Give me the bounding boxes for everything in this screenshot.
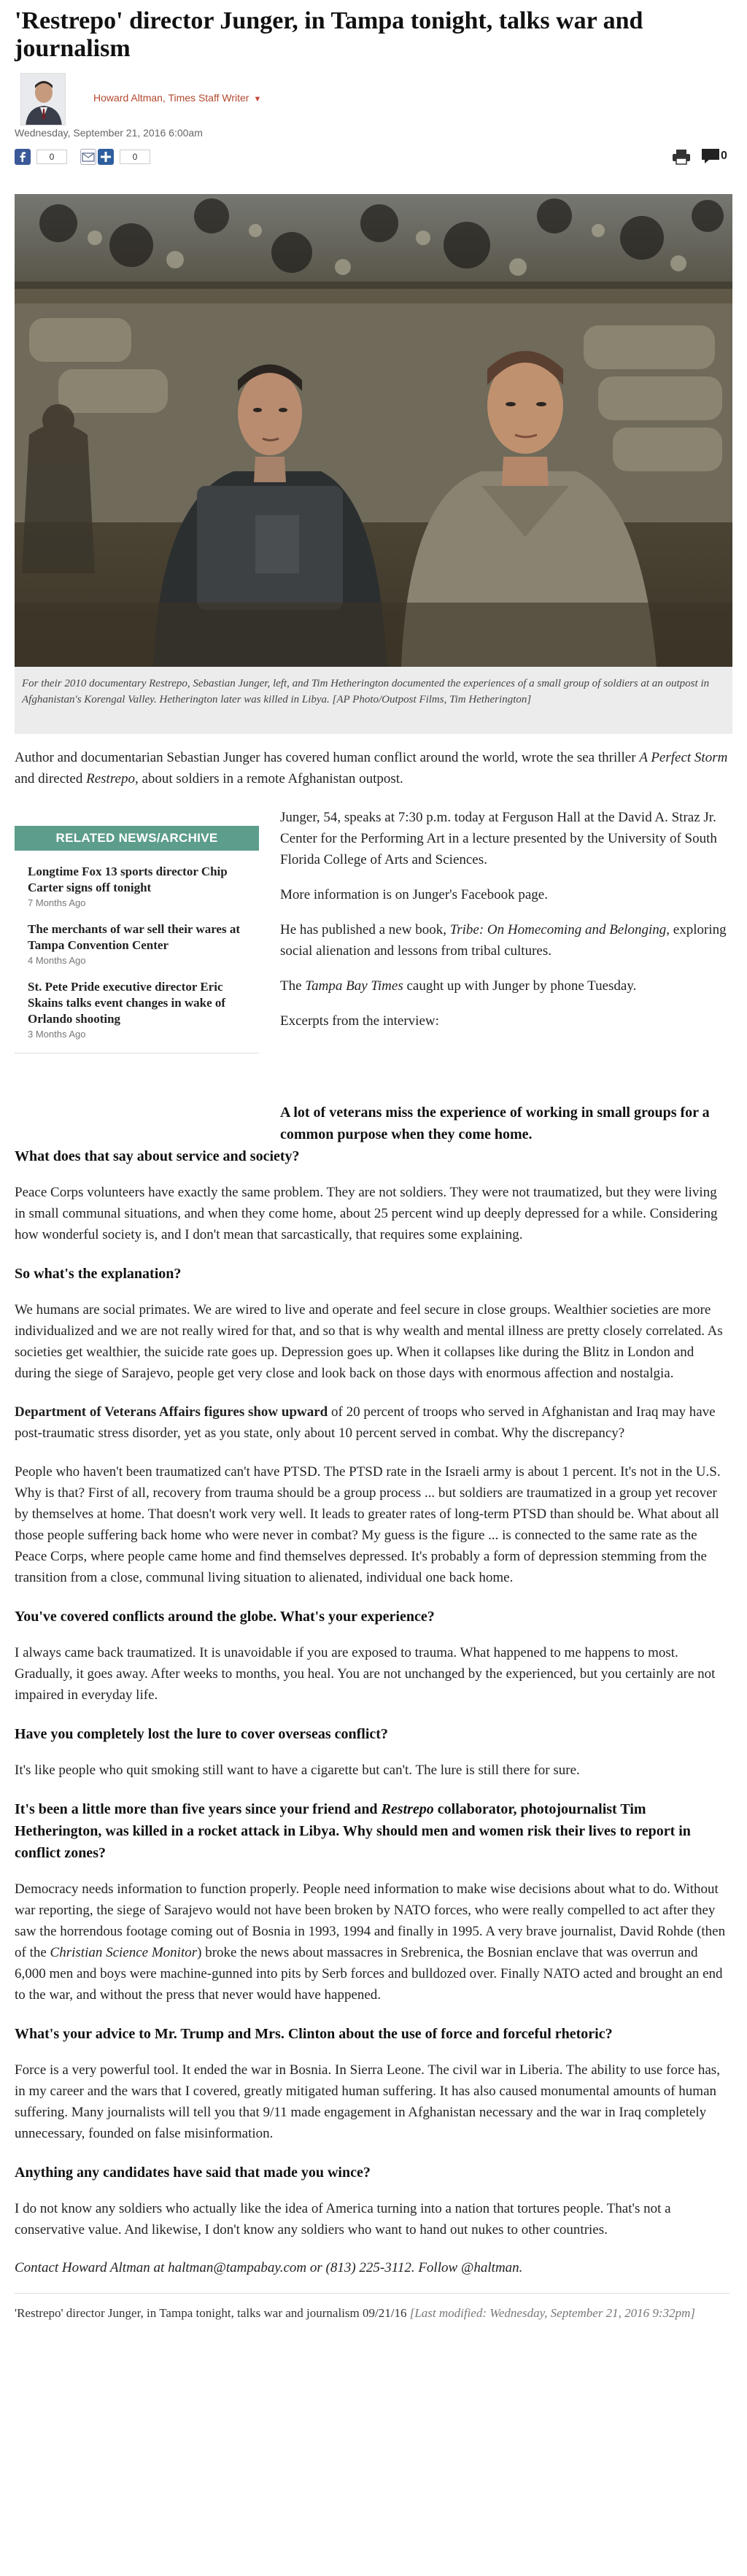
question: So what's the explanation? bbox=[15, 1266, 182, 1282]
email-icon[interactable] bbox=[80, 149, 96, 165]
share-bar bbox=[15, 147, 732, 168]
book-title: Tribe: On Homecoming and Belonging bbox=[449, 922, 667, 937]
intro-column bbox=[280, 807, 729, 1045]
interview bbox=[15, 1102, 729, 2323]
related-item-age: 3 Months Ago bbox=[28, 1029, 86, 1040]
related-item-title[interactable]: St. Pete Pride executive director Eric Skains talks event changes in wake of Orlando shooting bbox=[28, 980, 226, 1026]
question: What's your advice to Mr. Trump and Mrs. Clinton about the use of force and forceful rhetoric? bbox=[15, 2026, 613, 2042]
answer: I always came back traumatized. It is unavoidable if you are exposed to trauma. What happened to me happens to most. Gradually, it goes away. After weeks to months, you heal. You are not unchanged by the experienced, but you certainly are not impaired in everyday life. bbox=[15, 1645, 716, 1703]
related-item-title[interactable]: Longtime Fox 13 sports director Chip Carter signs off tonight bbox=[28, 865, 228, 894]
related-item-age: 7 Months Ago bbox=[28, 897, 86, 908]
answer-text: ) broke the news about massacres in Srebrenica, the Bosnian enclave that was overrun and 6,000 men and boys were machine-gunned into pits by Serb forces and bulldozed over. Finally NATO acted and brought an end to the war, and without the press that never would have happened. bbox=[15, 1945, 723, 2003]
question: You've covered conflicts around the globe. What's your experience? bbox=[15, 1609, 435, 1625]
last-modified: [Last modified: Wednesday, September 21, 2016 9:32pm] bbox=[409, 2306, 695, 2320]
article-photo[interactable] bbox=[15, 194, 732, 667]
related-item-age: 4 Months Ago bbox=[28, 955, 86, 966]
paragraph-text: The bbox=[280, 978, 306, 994]
byline bbox=[15, 73, 729, 127]
paragraph bbox=[280, 975, 729, 997]
photo-caption-box bbox=[15, 667, 732, 734]
footer-title: 'Restrepo' director Junger, in Tampa tonight, talks war and journalism 09/21/16 bbox=[15, 2306, 407, 2320]
paragraph: More information is on Junger's Facebook page. bbox=[280, 887, 548, 902]
paragraph-text: caught up with Junger by phone Tuesday. bbox=[403, 978, 637, 994]
paragraph-text: , exploring social alienation and lessons from tribal cultures. bbox=[280, 922, 727, 959]
question bbox=[15, 1102, 729, 1167]
chevron-down-icon[interactable]: ▼ bbox=[253, 95, 262, 104]
answer-text: Democracy needs information to function properly. People need information to make wise decisions about what to do. Without war reporting, the siege of Sarajevo would not have been broken by NATO forces, who were really compelled to act after they saw the horrendous footage coming out of Bosnia in 1993, 1994 and finally in 1995. A very brave journalist, David Rohde (then of the bbox=[15, 1881, 726, 1960]
answer: It's like people who quit smoking still want to have a cigarette but can't. The lure is still there for sure. bbox=[15, 1763, 580, 1778]
film-title: Restrepo bbox=[381, 1801, 434, 1817]
author-avatar[interactable] bbox=[20, 73, 66, 125]
lede-text: and directed bbox=[15, 771, 87, 786]
question-text: of 20 percent of troops who served in Afghanistan and Iraq may have post-traumatic stress disorder, yet as you state, only about 10 percent served in combat. Why the discrepancy? bbox=[15, 1404, 716, 1441]
question-lead: Department of Veterans Affairs figures show upward bbox=[15, 1404, 328, 1420]
headline: 'Restrepo' director Junger, in Tampa tonight, talks war and journalism bbox=[15, 7, 643, 62]
facebook-count: 0 bbox=[36, 150, 67, 164]
question-text: collaborator, photojournalist Tim Hetherington, was killed in a rocket attack in Libya. Why should men and women risk their lives to report in conflict zones? bbox=[15, 1801, 691, 1861]
paragraph: Excerpts from the interview: bbox=[280, 1013, 439, 1029]
related-news-header: RELATED NEWS/ARCHIVE bbox=[15, 826, 259, 851]
publication-name: Christian Science Monitor bbox=[50, 1945, 198, 1960]
question bbox=[15, 1401, 729, 1444]
lede-text: , about soldiers in a remote Afghanistan outpost. bbox=[134, 771, 403, 786]
facebook-icon[interactable] bbox=[15, 149, 31, 165]
comment-count[interactable]: 0 bbox=[721, 150, 727, 162]
paragraph-text: He has published a new book, bbox=[280, 922, 450, 937]
plus-share-icon[interactable] bbox=[98, 149, 114, 165]
related-item[interactable] bbox=[15, 966, 259, 1040]
print-icon[interactable] bbox=[671, 149, 692, 165]
question: Anything any candidates have said that made you wince? bbox=[15, 2165, 371, 2181]
article-footer bbox=[15, 2293, 729, 2323]
paragraph: Junger, 54, speaks at 7:30 p.m. today at Ferguson Hall at the David A. Straz Jr. Center for the Performing Art in a lecture presented by the University of South Florida College of Arts and Sciences. bbox=[280, 810, 717, 867]
lede-text: Author and documentarian Sebastian Junger has covered human conflict around the world, wrote the sea thriller bbox=[15, 750, 640, 765]
contact-line: Contact Howard Altman at haltman@tampabay.com or (813) 225-3112. Follow @haltman. bbox=[15, 2260, 523, 2275]
answer: I do not know any soldiers who actually like the idea of America turning into a nation that tortures people. That's not a conservative value. And likewise, I don't know any soldiers who want to hand out nukes to other countries. bbox=[15, 2201, 671, 2237]
paragraph bbox=[280, 919, 729, 962]
answer: Force is a very powerful tool. It ended the war in Bosnia. In Sierra Leone. The civil war in Liberia. The ability to use force has, in my career and the wars that I covered, greatly mitigated human suffering. It has also caused monumental amounts of human suffering. Many journalists will tell you that 9/11 made engagement in Afghanistan necessary and the war in Iraq completely unnecessary, founded on false misinformation. bbox=[15, 2062, 720, 2141]
answer: People who haven't been traumatized can't have PTSD. The PTSD rate in the Israeli army is about 1 percent. It's not in the U.S. Why is that? First of all, recovery from trauma should be a group process ... but soldiers are traumatized in a group yet recover by themselves at home. That doesn't work very well. It leads to greater rates of long-term PTSD than should be. What about all those people suffering back home who were never in combat? My guess is the figure ... is connected to the same rate as the Peace Corps, where people came home and find themselves depressed. It's probably a form of depression stemming from the transition from a close, communal living situation to alienated, individual one back home. bbox=[15, 1464, 721, 1585]
author-link[interactable] bbox=[93, 92, 261, 104]
related-item[interactable] bbox=[15, 908, 259, 966]
publication-name: Tampa Bay Times bbox=[305, 978, 403, 994]
dateline: Wednesday, September 21, 2016 6:00am bbox=[15, 127, 203, 139]
film-title: Restrepo bbox=[86, 771, 135, 786]
book-title: A Perfect Storm bbox=[639, 750, 728, 765]
related-news-box bbox=[15, 826, 259, 1053]
photo-caption: For their 2010 documentary Restrepo, Sebastian Junger, left, and Tim Hetherington documented the experiences of a small group of soldiers at an outpost in Afghanistan's Korengal Valley. Hetherington later was killed in Libya. [AP Photo/Outpost Films, Tim Hetherington] bbox=[22, 678, 710, 705]
question-text: It's been a little more than five years since your friend and bbox=[15, 1801, 382, 1817]
lede-paragraph bbox=[15, 747, 729, 789]
answer: We humans are social primates. We are wired to live and operate and feel secure in close groups. Wealthier societies are more individualized and we are not really wired for that, and so that is why wealth and mental illness are pretty closely correlated. As societies get wealthier, the suicide rate goes up. Depression goes up. When it collapses like during the Blitz in London and during the siege of Sarajevo, people get very close and look back on those days with enormous affection and nostalgia. bbox=[15, 1302, 723, 1381]
related-item-title[interactable]: The merchants of war sell their wares at Tampa Convention Center bbox=[28, 922, 241, 952]
question-line: A lot of veterans miss the experience of working in small groups for a common purpose when they come home. bbox=[280, 1105, 710, 1142]
answer: Peace Corps volunteers have exactly the same problem. They are not soldiers. They were not traumatized, but they were living in small communal situations, and when they come home, about 25 percent wind up deeply depressed for a while. Considering how wonderful society is, and I don't mean that sarcastically, that requires some explaining. bbox=[15, 1185, 718, 1242]
share-count: 0 bbox=[120, 150, 150, 164]
comment-icon[interactable] bbox=[700, 147, 721, 165]
author-name[interactable]: Howard Altman, Times Staff Writer bbox=[93, 92, 249, 104]
question-line: What does that say about service and society? bbox=[15, 1148, 300, 1164]
question bbox=[15, 1798, 729, 1864]
related-item[interactable] bbox=[15, 851, 259, 908]
answer bbox=[15, 1879, 729, 2006]
question: Have you completely lost the lure to cover overseas conflict? bbox=[15, 1726, 388, 1742]
